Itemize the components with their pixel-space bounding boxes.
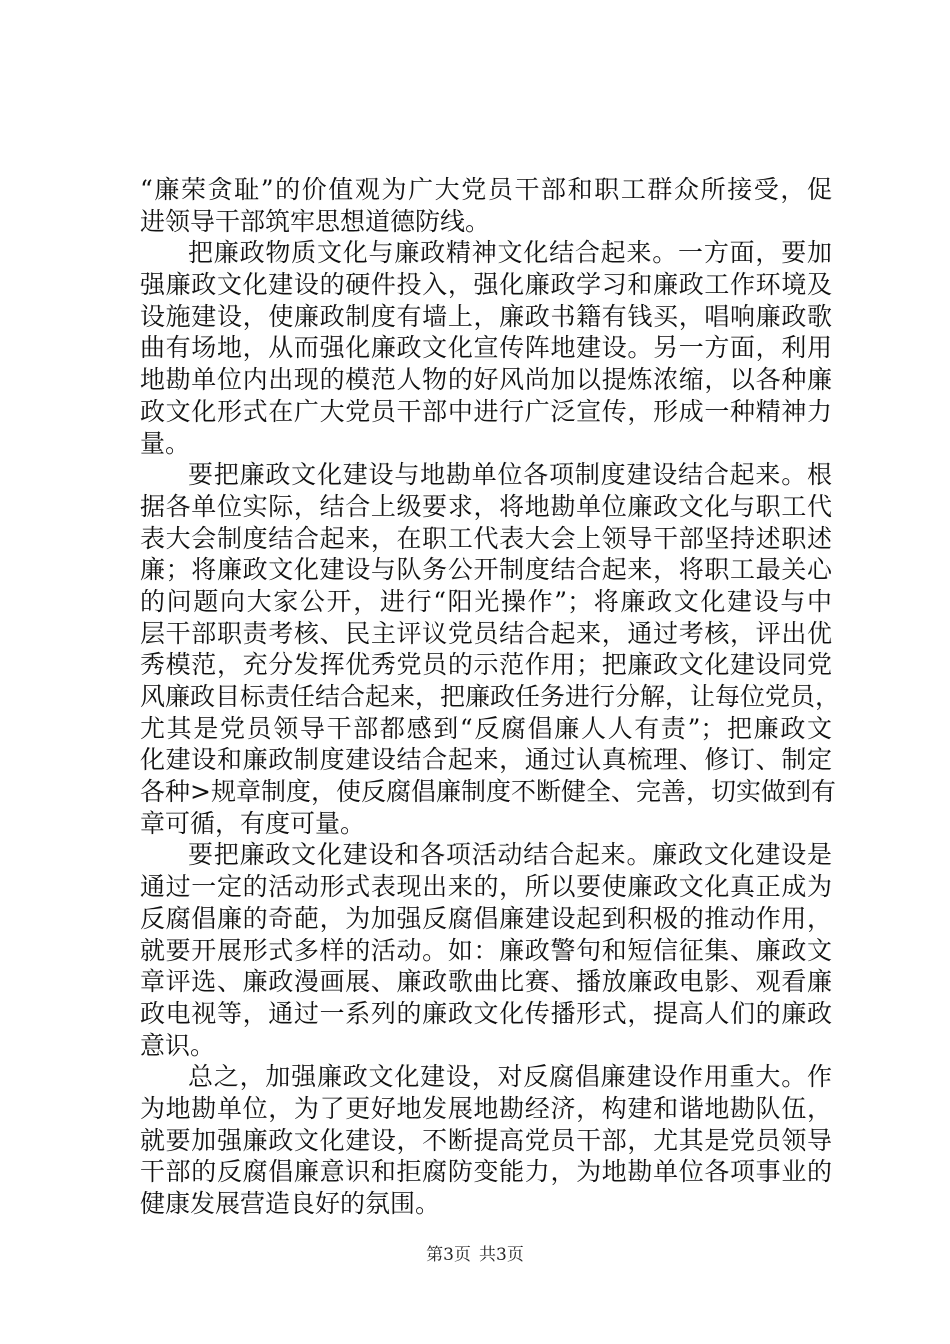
text-line: 为地勘单位，为了更好地发展地勘经济，构建和谐地勘队伍， (140, 1093, 832, 1123)
text-line: 设施建设，使廉政制度有墙上，廉政书籍有钱买，唱响廉政歌 (140, 301, 832, 331)
text-line: 政文化形式在广大党员干部中进行广泛宣传，形成一种精神力 (140, 396, 832, 426)
text-line: 总之，加强廉政文化建设，对反腐倡廉建设作用重大。作 (188, 1062, 832, 1092)
text-line: 表大会制度结合起来，在职工代表大会上领导干部坚持述职述 (140, 523, 832, 553)
page-footer (0, 1244, 950, 1266)
text-line: 尤其是党员领导干部都感到“反腐倡廉人人有责”；把廉政文 (140, 713, 832, 743)
text-line: 强廉政文化建设的硬件投入，强化廉政学习和廉政工作环境及 (140, 270, 832, 300)
text-line: 层干部职责考核、民主评议党员结合起来，通过考核，评出优 (140, 618, 832, 648)
text-line: 干部的反腐倡廉意识和拒腐防变能力，为地勘单位各项事业的 (140, 1157, 832, 1187)
text-line: 量。 (140, 428, 191, 458)
text-line: 政电视等，通过一系列的廉政文化传播形式，提高人们的廉政 (140, 998, 832, 1028)
text-line: 秀模范，充分发挥优秀党员的示范作用；把廉政文化建设同党 (140, 650, 832, 680)
text-line: 要把廉政文化建设和各项活动结合起来。廉政文化建设是 (188, 840, 832, 870)
text-line: “廉荣贪耻”的价值观为广大党员干部和职工群众所接受，促 (140, 175, 832, 204)
text-line: 就要加强廉政文化建设，不断提高党员干部，尤其是党员领导 (140, 1125, 832, 1155)
text-line: 把廉政物质文化与廉政精神文化结合起来。一方面，要加 (188, 238, 832, 268)
text-line: 据各单位实际，结合上级要求，将地勘单位廉政文化与职工代 (140, 491, 832, 521)
text-line: 反腐倡廉的奇葩，为加强反腐倡廉建设起到积极的推动作用， (140, 903, 832, 933)
text-line: 风廉政目标责任结合起来，把廉政任务进行分解，让每位党员， (140, 682, 841, 711)
text-line: 各种>规章制度，使反腐倡廉制度不断健全、完善，切实做到有 (140, 777, 836, 807)
text-line: 地勘单位内出现的模范人物的好风尚加以提炼浓缩，以各种廉 (140, 365, 832, 395)
text-line: 通过一定的活动形式表现出来的，所以要使廉政文化真正成为 (140, 872, 832, 902)
document-body (140, 174, 841, 1220)
page-total: 共3页 (479, 1245, 524, 1265)
text-line: 健康发展营造良好的氛围。 (140, 1189, 441, 1218)
text-line: 章评选、廉政漫画展、廉政歌曲比赛、播放廉政电影、观看廉 (140, 967, 832, 997)
text-line: 的问题向大家公开，进行“阳光操作”；将廉政文化建设与中 (140, 586, 832, 616)
text-line: 化建设和廉政制度建设结合起来，通过认真梳理、修订、制定 (140, 745, 832, 775)
page-number: 第3页 (426, 1245, 471, 1265)
text-line: 意识。 (140, 1030, 216, 1060)
text-line: 就要开展形式多样的活动。如：廉政警句和短信征集、廉政文 (140, 935, 832, 965)
text-line: 章可循，有度可量。 (140, 808, 366, 838)
text-line: 廉；将廉政文化建设与队务公开制度结合起来，将职工最关心 (140, 555, 832, 585)
text-line: 要把廉政文化建设与地勘单位各项制度建设结合起来。根 (188, 460, 832, 490)
text-line: 进领导干部筑牢思想道德防线。 (140, 206, 491, 236)
text-line: 曲有场地，从而强化廉政文化宣传阵地建设。另一方面，利用 (140, 333, 832, 363)
